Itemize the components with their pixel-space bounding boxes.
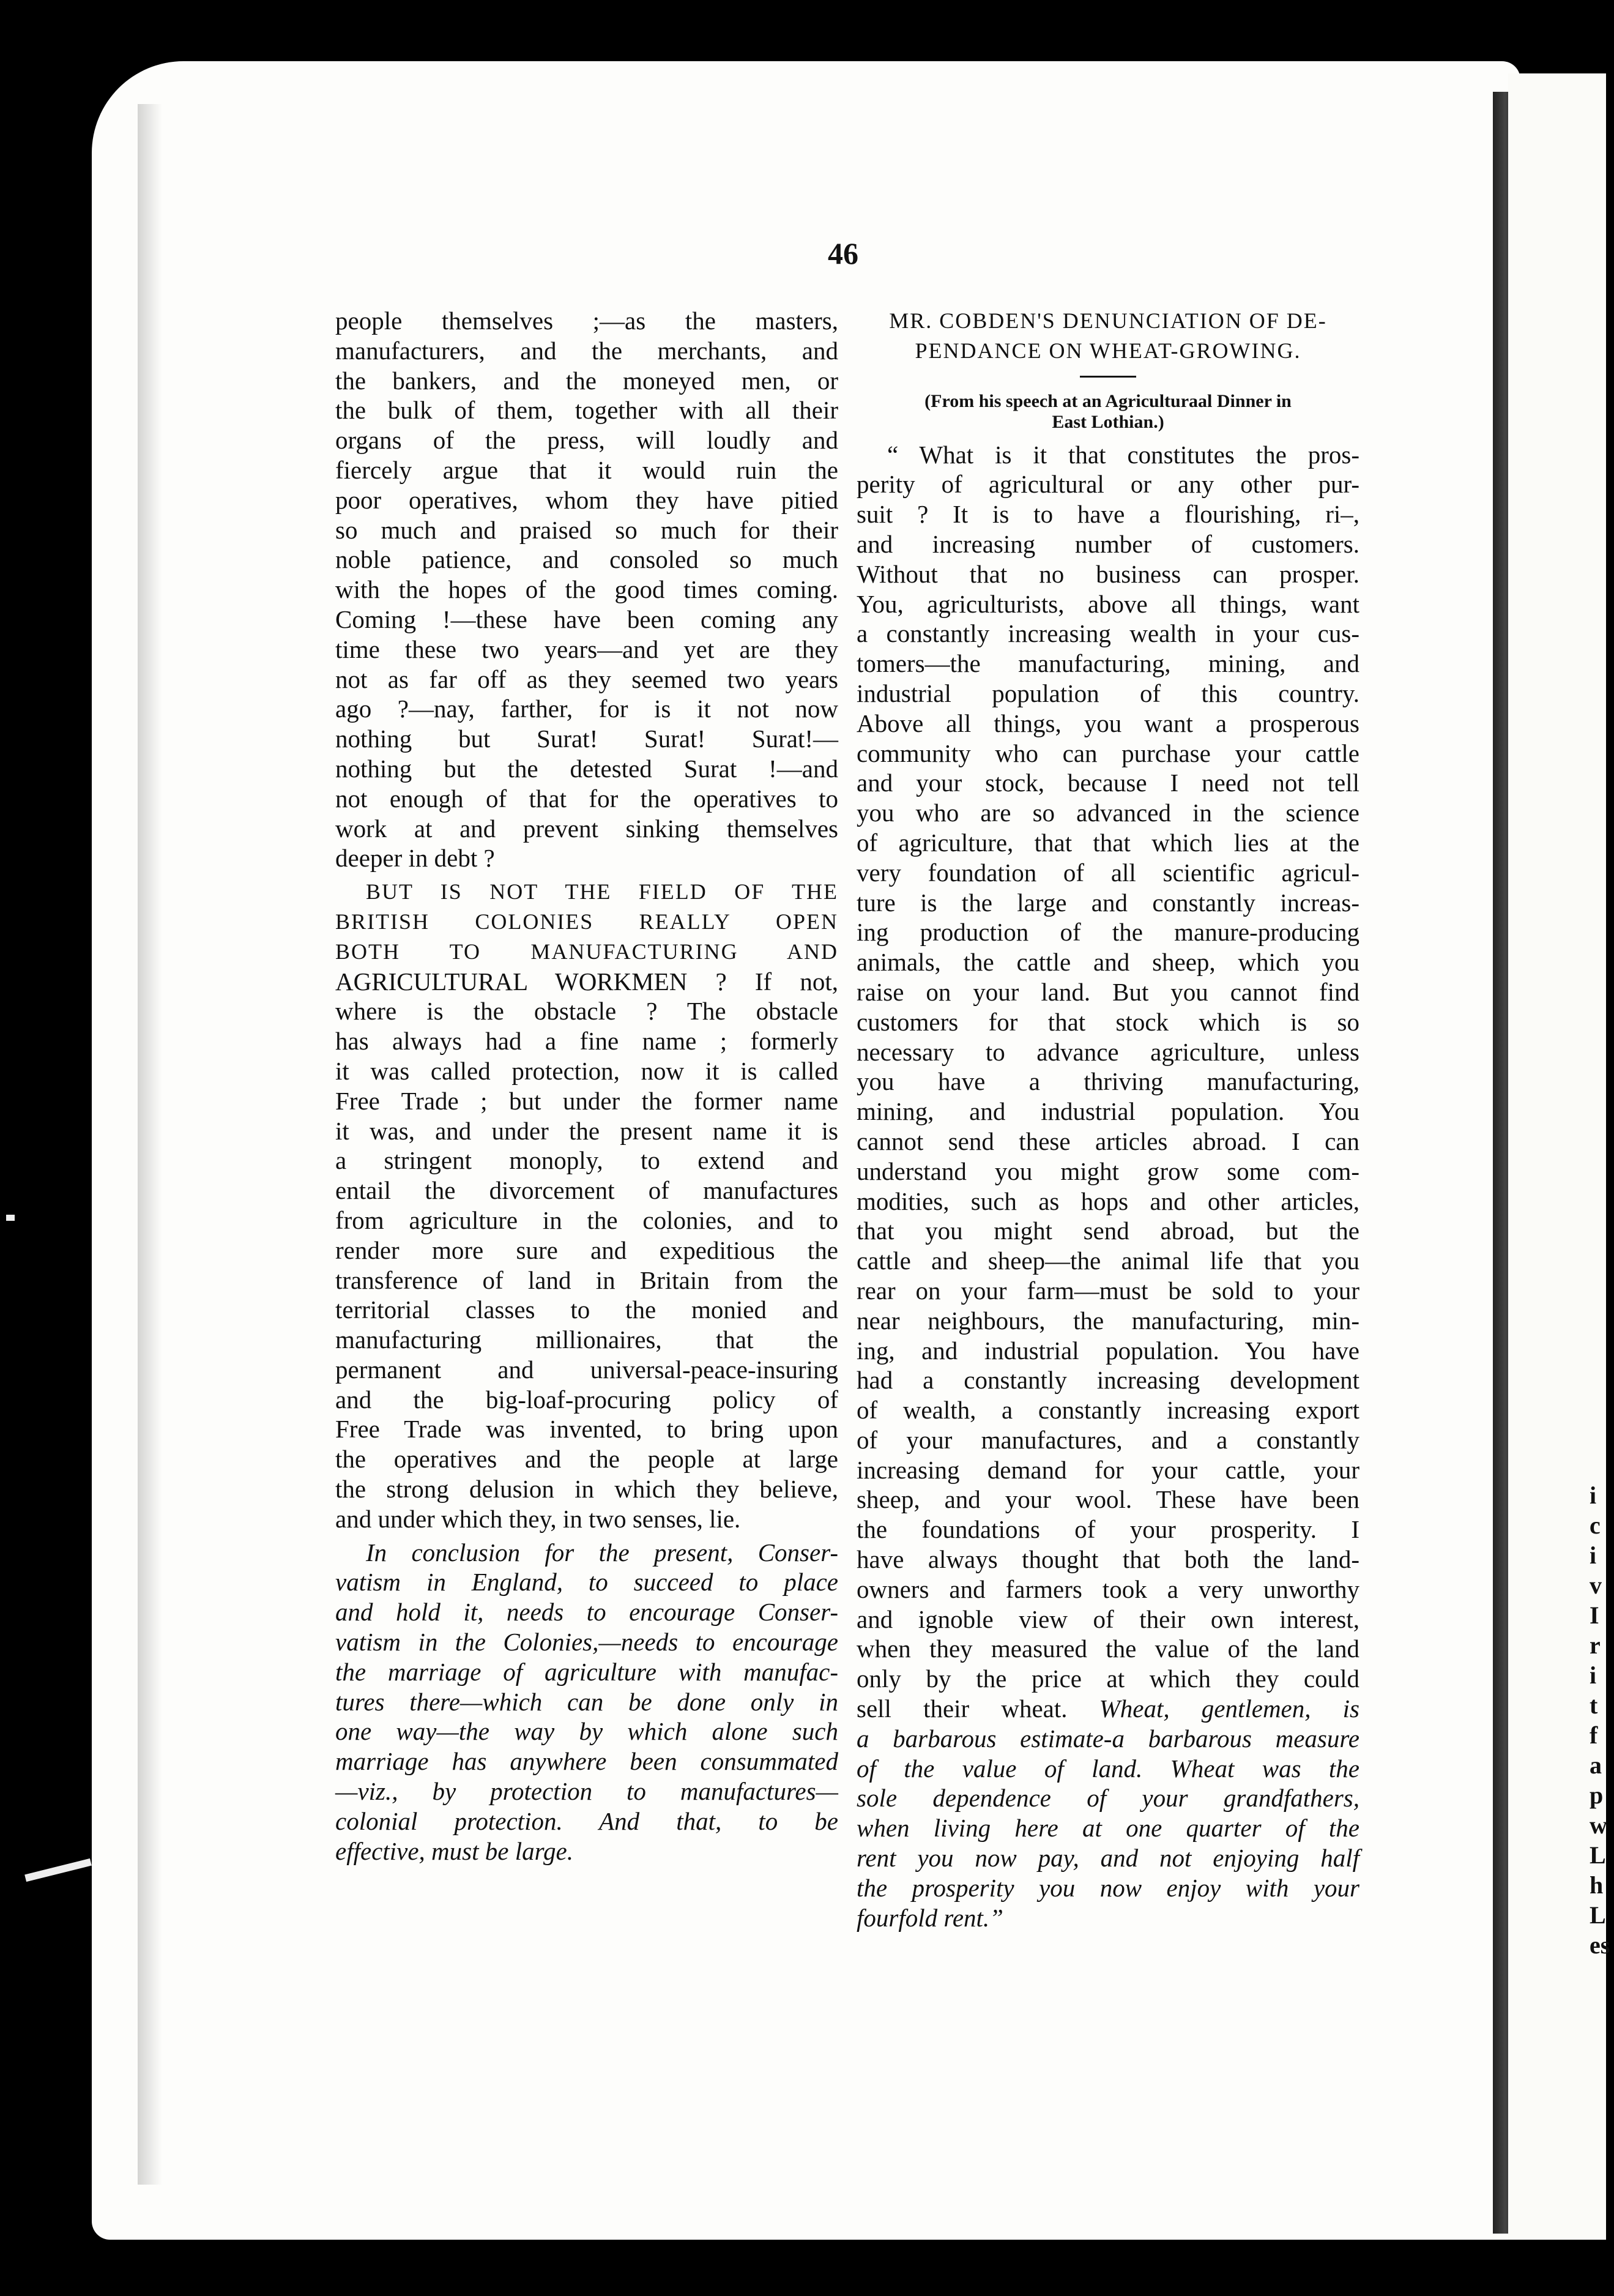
text-line: MR. COBDEN'S DENUNCIATION OF DE- [889, 308, 1327, 333]
text-line: BOTH TO MANUFACTURING AND [335, 939, 838, 964]
text-line: and ignoble view of their own interest, [857, 1605, 1359, 1633]
edge-fragment: v [1590, 1571, 1602, 1599]
heading-rule [1080, 376, 1136, 378]
page-number: 46 [828, 236, 858, 270]
text-line: sole dependence of your grandfathers, [857, 1784, 1359, 1813]
article-heading [857, 306, 1359, 366]
text-line: the strong delusion in which they believe, [335, 1475, 838, 1504]
text-line: In conclusion for the present, Conser- [366, 1538, 838, 1567]
text-line: it was called protection, now it is called [335, 1056, 838, 1085]
text-line: colonial protection. And that, to be [335, 1806, 838, 1835]
text-line: only by the price at which they could [857, 1664, 1359, 1693]
text-line: vatism in the Colonies,—needs to encourage [335, 1628, 838, 1657]
text-line: that you might send abroad, but the [857, 1217, 1359, 1245]
text-line: have always thought that both the land- [857, 1545, 1359, 1574]
text-line: when they measured the value of the land [857, 1634, 1359, 1663]
text-line: from agriculture in the colonies, and to [335, 1206, 838, 1234]
edge-fragment: I [1590, 1601, 1599, 1629]
text-line: AGRICULTURAL WORKMEN ? If not, [335, 967, 838, 996]
text-line: noble patience, and consoled so much [335, 545, 838, 574]
text-line: near neighbours, the manufacturing, min- [857, 1306, 1359, 1335]
text-line: (From his speech at an Agriculturaal Dinner in [924, 390, 1292, 411]
text-line: the prosperity you now enjoy with your [857, 1873, 1359, 1902]
text-line: and hold it, needs to encourage Conser- [335, 1598, 838, 1627]
text-line: of the value of land. Wheat was the [857, 1754, 1359, 1783]
text-line: one way—the way by which alone such [335, 1717, 838, 1746]
text-line: understand you might grow some com- [857, 1157, 1359, 1185]
paragraph-colonies [335, 877, 838, 1534]
edge-fragment: es [1590, 1931, 1610, 1959]
text-line: fourfold rent.” [857, 1903, 1003, 1932]
text-line: permanent and universal-peace-insuring [335, 1355, 838, 1384]
edge-fragment: p [1590, 1781, 1604, 1809]
text-line: not as far off as they seemed two years [335, 665, 838, 693]
text-line: and increasing number of customers. [857, 529, 1359, 558]
text-line: tures there—which can be done only in [335, 1687, 838, 1716]
text-line: very foundation of all scientific agricul- [857, 858, 1359, 887]
text-line: you who are so advanced in the science [857, 799, 1359, 827]
text-line: time these two years—and yet are they [335, 635, 838, 663]
text-line: and under which they, in two senses, lie. [335, 1504, 741, 1533]
text-line: raise on your land. But you cannot find [857, 977, 1359, 1006]
edge-fragment: h [1590, 1871, 1604, 1899]
text-line: vatism in England, to succeed to place [335, 1568, 838, 1597]
text-line: nothing but Surat! Surat! Surat!— [335, 725, 838, 753]
text-line: “ What is it that constitutes the pros- [887, 440, 1359, 469]
text-line: the bankers, and the moneyed men, or [335, 366, 838, 395]
edge-fragment: L [1590, 1841, 1606, 1869]
text-line: render more sure and expeditious the [335, 1236, 838, 1264]
edge-fragment: i [1590, 1541, 1597, 1569]
italic-text: Wheat, gentlemen, is [1067, 1694, 1359, 1723]
text-line: of your manufactures, and a constantly [857, 1425, 1359, 1454]
text-line: modities, such as hops and other articles, [857, 1187, 1359, 1215]
text-line: when living here at one quarter of the [857, 1814, 1359, 1843]
text-line: with the hopes of the good times coming. [335, 575, 838, 604]
text-line: sell their wheat. Wheat, gentlemen, is [857, 1694, 1359, 1723]
speech-quote [857, 440, 1359, 1933]
edge-fragment: a [1590, 1751, 1602, 1779]
text-line: industrial population of this country. [857, 679, 1359, 707]
text-line: PENDANCE ON WHEAT-GROWING. [915, 338, 1301, 363]
text-line: cattle and sheep—the animal life that you [857, 1247, 1359, 1275]
edge-fragment: L [1590, 1901, 1606, 1929]
text-line: manufacturers, and the merchants, and [335, 336, 838, 365]
text-line: BUT IS NOT THE FIELD OF THE [366, 879, 838, 904]
text-line: a barbarous estimate-a barbarous measure [857, 1724, 1359, 1753]
text-line: rent you now pay, and not enjoying half [857, 1844, 1359, 1873]
text-line: marriage has anywhere been consummated [335, 1747, 838, 1776]
scan-speck [6, 1215, 15, 1221]
text-line: Without that no business can prosper. [857, 559, 1359, 588]
text-line: necessary to advance agriculture, unless [857, 1037, 1359, 1066]
text-line: Above all things, you want a prosperous [857, 709, 1359, 737]
text-line: transference of land in Britain from the [335, 1265, 838, 1294]
edge-fragment: i [1590, 1661, 1597, 1689]
edge-fragment: c [1590, 1511, 1601, 1539]
left-column [335, 306, 838, 1866]
text-line: the marriage of agriculture with manufac- [335, 1657, 838, 1686]
text-line: entail the divorcement of manufactures [335, 1176, 838, 1205]
edge-fragment: t [1590, 1691, 1598, 1719]
text-line: increasing demand for your cattle, your [857, 1455, 1359, 1484]
edge-fragment: r [1590, 1631, 1601, 1659]
text-line: Coming !—these have been coming any [335, 605, 838, 633]
text-line: —viz., by protection to manufactures— [335, 1777, 838, 1806]
paragraph-conclusion [335, 1538, 838, 1866]
text-line: not enough of that for the operatives to [335, 784, 838, 813]
speech-source-note [857, 391, 1359, 433]
text-line: where is the obstacle ? The obstacle [335, 997, 838, 1026]
text-line: has always had a fine name ; formerly [335, 1027, 838, 1056]
text-line: cannot send these articles abroad. I can [857, 1127, 1359, 1155]
edge-fragment: w [1590, 1811, 1607, 1839]
text-line: a constantly increasing wealth in your cus- [857, 619, 1359, 648]
right-column [857, 306, 1359, 1933]
text-line: community who can purchase your cattle [857, 739, 1359, 767]
text-line: Free Trade was invented, to bring upon [335, 1415, 838, 1444]
text-line: animals, the cattle and sheep, which you [857, 948, 1359, 977]
text-line: tomers—the manufacturing, mining, and [857, 649, 1359, 678]
edge-fragment: i [1590, 1482, 1597, 1509]
text-line: effective, must be large. [335, 1836, 573, 1865]
text-line: you have a thriving manufacturing, [857, 1067, 1359, 1096]
text-line: the operatives and the people at large [335, 1445, 838, 1474]
text-line: suit ? It is to have a flourishing, ri–, [857, 500, 1359, 529]
scan-speck [24, 1858, 92, 1882]
text-line: mining, and industrial population. You [857, 1097, 1359, 1126]
text-line: of agriculture, that that which lies at the [857, 828, 1359, 857]
paragraph-surat [335, 306, 838, 873]
edge-fragment: f [1590, 1721, 1598, 1749]
text-line: territorial classes to the monied and [335, 1295, 838, 1324]
text-line: You, agriculturists, above all things, want [857, 589, 1359, 618]
text-line: East Lothian.) [1052, 411, 1164, 432]
text-line: ing production of the manure-producing [857, 918, 1359, 947]
text-line: and the big-loaf-procuring policy of [335, 1385, 838, 1414]
text-line: the foundations of your prosperity. I [857, 1515, 1359, 1544]
text-line: nothing but the detested Surat !—and [335, 754, 838, 783]
text-line: organs of the press, will loudly and [335, 426, 838, 455]
text-line: ture is the large and constantly increas- [857, 888, 1359, 917]
page-gutter-shadow [138, 104, 162, 2185]
text-line: deeper in debt ? [335, 844, 495, 873]
text-line: and your stock, because I need not tell [857, 769, 1359, 797]
text-line: ing, and industrial population. You have [857, 1336, 1359, 1365]
text-line: Free Trade ; but under the former name [335, 1086, 838, 1115]
text-line: manufacturing millionaires, that the [335, 1325, 838, 1354]
text-line: customers for that stock which is so [857, 1007, 1359, 1036]
text-line: ago ?—nay, farther, for is it not now [335, 695, 838, 723]
text-line: it was, and under the present name it is [335, 1116, 838, 1145]
text-line: the bulk of them, together with all their [335, 396, 838, 425]
text-line: owners and farmers took a very unworthy [857, 1575, 1359, 1603]
text-line: people themselves ;—as the masters, [335, 307, 838, 335]
text-line: a stringent monoply, to extend and [335, 1146, 838, 1175]
text-line: poor operatives, whom they have pitied [335, 485, 838, 514]
text-line: had a constantly increasing development [857, 1366, 1359, 1395]
text-line: rear on your farm—must be sold to your [857, 1276, 1359, 1305]
text-line: sheep, and your wool. These have been [857, 1485, 1359, 1514]
text-line: BRITISH COLONIES REALLY OPEN [335, 909, 838, 934]
text-line: so much and praised so much for their [335, 515, 838, 544]
text-line: fiercely argue that it would ruin the [335, 455, 838, 484]
text-line: of wealth, a constantly increasing export [857, 1396, 1359, 1425]
text-line: perity of agricultural or any other pur- [857, 470, 1359, 499]
text-line: work at and prevent sinking themselves [335, 814, 838, 843]
